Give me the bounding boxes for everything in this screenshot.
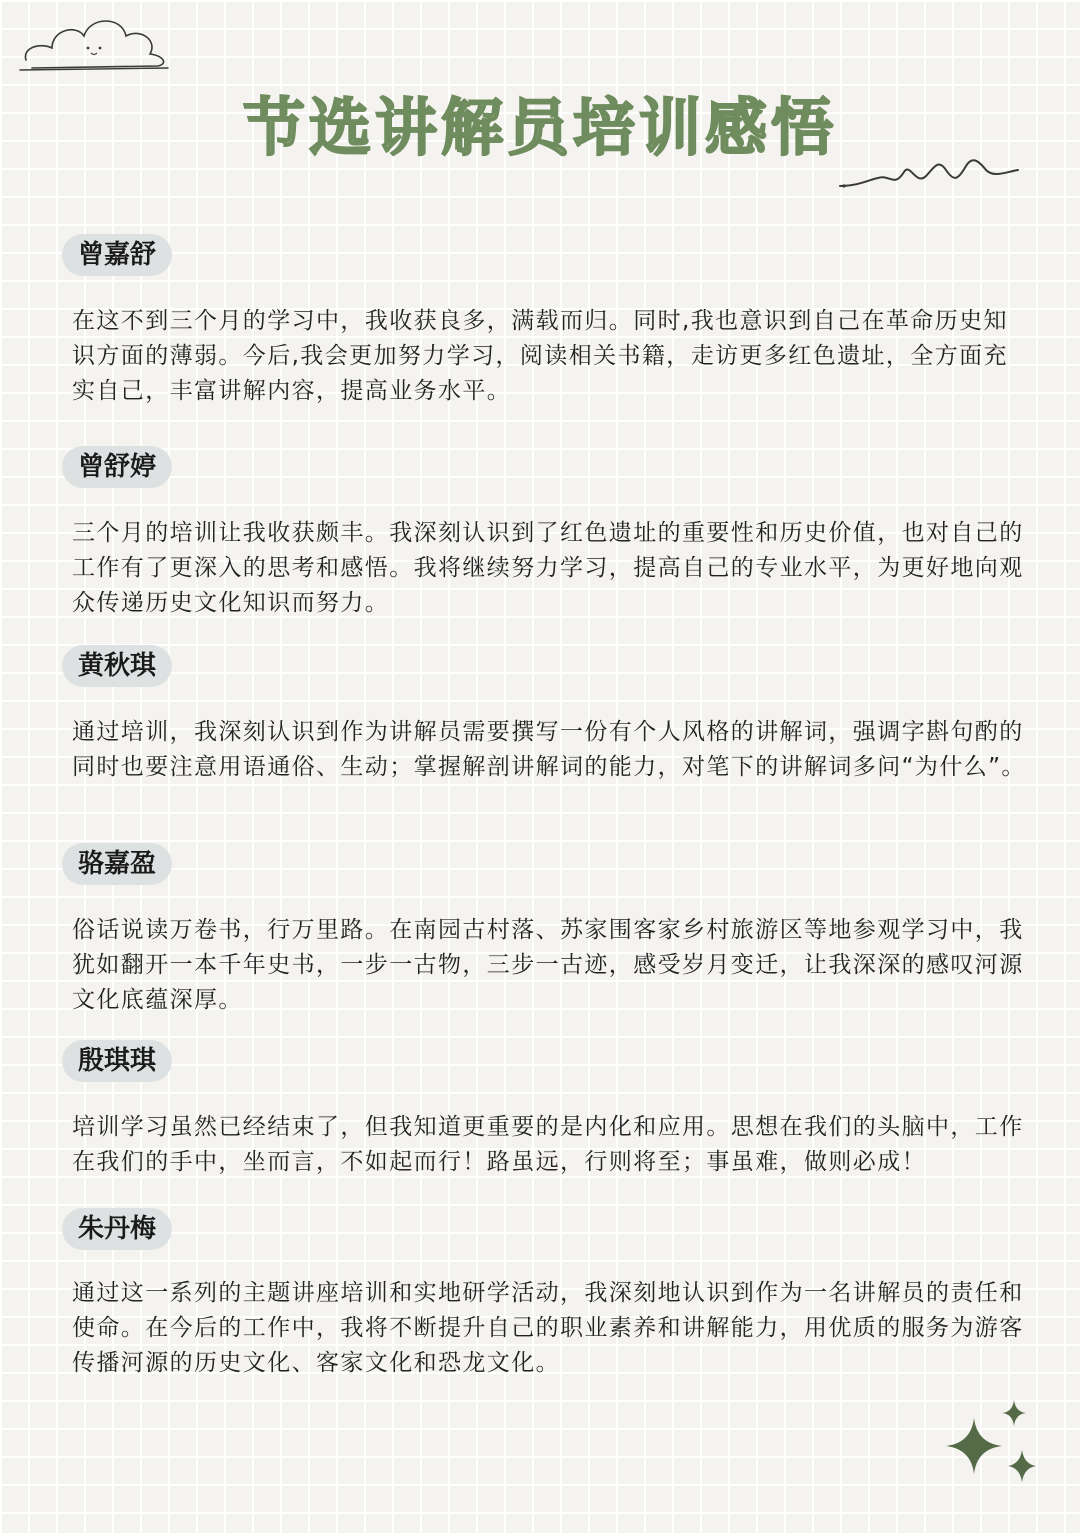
page-title: 节选讲解员培训感悟: [242, 91, 837, 164]
reflection-text: 培训学习虽然已经结束了，但我知道更重要的是内化和应用。思想在我们的头脑中，工作在我们的手中，坐而言，不如起而行！路虽远，行则将至；事虽难，做则必成！: [72, 1114, 1024, 1175]
reflection-text: 通过培训，我深刻认识到作为讲解员需要撰写一份有个人风格的讲解词，强调字斟句酌的同时也要注意用语通俗、生动；掌握解剖讲解词的能力，对笔下的讲解词多问“为什么”。: [72, 719, 1026, 780]
reflection-text: 通过这一系列的主题讲座培训和实地研学活动，我深刻地认识到作为一名讲解员的责任和使命。在今后的工作中，我将不断提升自己的职业素养和讲解能力，用优质的服务为游客传播河源的历史文化、客家文化和恐龙文化。: [72, 1280, 1024, 1376]
sparkle-stars-icon: [940, 1398, 1044, 1494]
reflection-text: 三个月的培训让我收获颇丰。我深刻认识到了红色遗址的重要性和历史价值，也对自己的工作有了更深入的思考和感悟。我将继续努力学习，提高自己的专业水平，为更好地向观众传递历史文化知识而努力。: [72, 520, 1024, 616]
author-name-tag: 朱丹梅: [62, 1208, 172, 1250]
reflection-text: 在这不到三个月的学习中，我收获良多，满载而归。同时,我也意识到自己在革命历史知识方面的薄弱。今后,我会更加努力学习，阅读相关书籍，走访更多红色遗址，全方面充实自己，丰富讲解内容，提高业务水平。: [72, 308, 1008, 404]
author-name-tag: 骆嘉盈: [62, 843, 172, 885]
author-name-tag: 曾舒婷: [62, 446, 172, 488]
author-name-tag: 曾嘉舒: [62, 234, 172, 276]
reflection-text: 俗话说读万卷书，行万里路。在南园古村落、苏家围客家乡村旅游区等地参观学习中，我犹如翻开一本千年史书，一步一古物，三步一古迹，感受岁月变迁，让我深深的感叹河源文化底蕴深厚。: [72, 917, 1024, 1013]
cloud-doodle-icon: [18, 8, 178, 74]
author-name-tag: 黄秋琪: [62, 645, 172, 687]
squiggle-doodle-icon: [838, 150, 1028, 192]
author-name-tag: 殷琪琪: [62, 1040, 172, 1082]
